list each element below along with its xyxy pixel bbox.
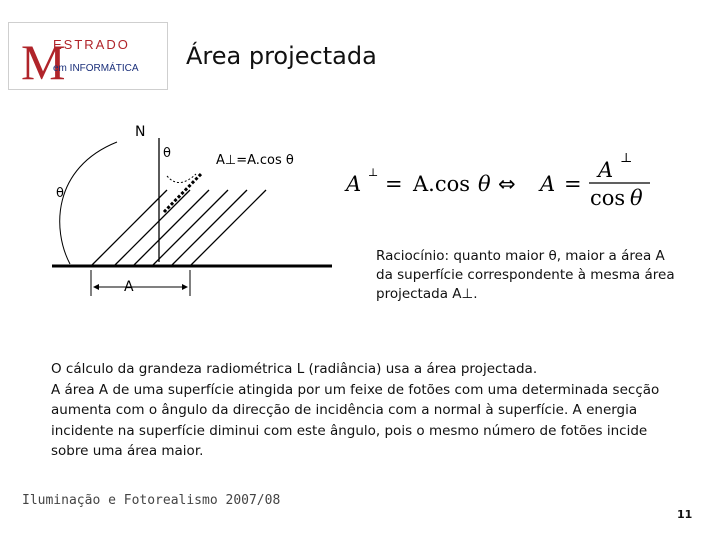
formula-theta-2: θ — [630, 186, 643, 210]
formula-rhs-a: A — [540, 172, 556, 196]
logo-initial: M — [21, 34, 66, 90]
formula-lhs-a: A — [346, 172, 362, 196]
projected-area-formula — [344, 151, 650, 210]
theta-left-label: θ — [56, 186, 64, 201]
formula-acos: A.cos — [413, 172, 471, 196]
projected-area-label: A⊥=A.cos θ — [216, 153, 294, 168]
logo-line2: em INFORMÁTICA — [53, 63, 139, 74]
angle-arc-top — [167, 174, 196, 183]
formula-lhs-perp: ⊥ — [368, 166, 379, 179]
theta-top-label: θ — [163, 146, 171, 161]
projected-area-line — [164, 174, 201, 212]
reasoning-text: Raciocínio: quanto maior θ, maior a área A da superfície correspondente à mesma área projectada A⊥. — [376, 248, 675, 302]
formula-theta-1: θ — [478, 172, 491, 196]
body-paragraph-2: A área A de uma superfície atingida por um feixe de fotões com uma determinada secção aumenta com o ângulo da direcção de incidência com a normal à superfície. A energia incidente na superfície diminui com este ângulo, pois o mesmo número de fotões incide sobre uma área maior. — [51, 381, 660, 459]
ray-4 — [152, 190, 228, 266]
ray-5 — [171, 190, 247, 266]
formula-equals-1: = — [385, 172, 403, 196]
formula-denominator-cos: cos — [590, 186, 626, 210]
arrowhead-left — [93, 284, 99, 290]
footer-course: Iluminação e Fotorealismo 2007/08 — [22, 493, 281, 508]
angle-arc-left — [60, 142, 117, 264]
formula-numerator-perp: ⊥ — [620, 151, 633, 166]
body-text — [51, 359, 666, 462]
area-label: A — [124, 279, 134, 295]
ray-2 — [114, 190, 190, 266]
page-number: 11 — [677, 508, 693, 521]
ray-3 — [133, 190, 209, 266]
formula-numerator-a: A — [598, 158, 614, 182]
ray-1 — [91, 190, 167, 266]
logo-line1: ESTRADO — [53, 37, 130, 52]
page-title: Área projectada — [186, 42, 377, 70]
body-paragraph-1: O cálculo da grandeza radiométrica L (radiância) usa a área projectada. — [51, 361, 538, 377]
ray-6 — [190, 190, 266, 266]
formula-iff: ⇔ — [498, 172, 516, 196]
normal-label: N — [135, 124, 146, 140]
formula-equals-2: = — [564, 172, 582, 196]
arrowhead-right — [182, 284, 188, 290]
